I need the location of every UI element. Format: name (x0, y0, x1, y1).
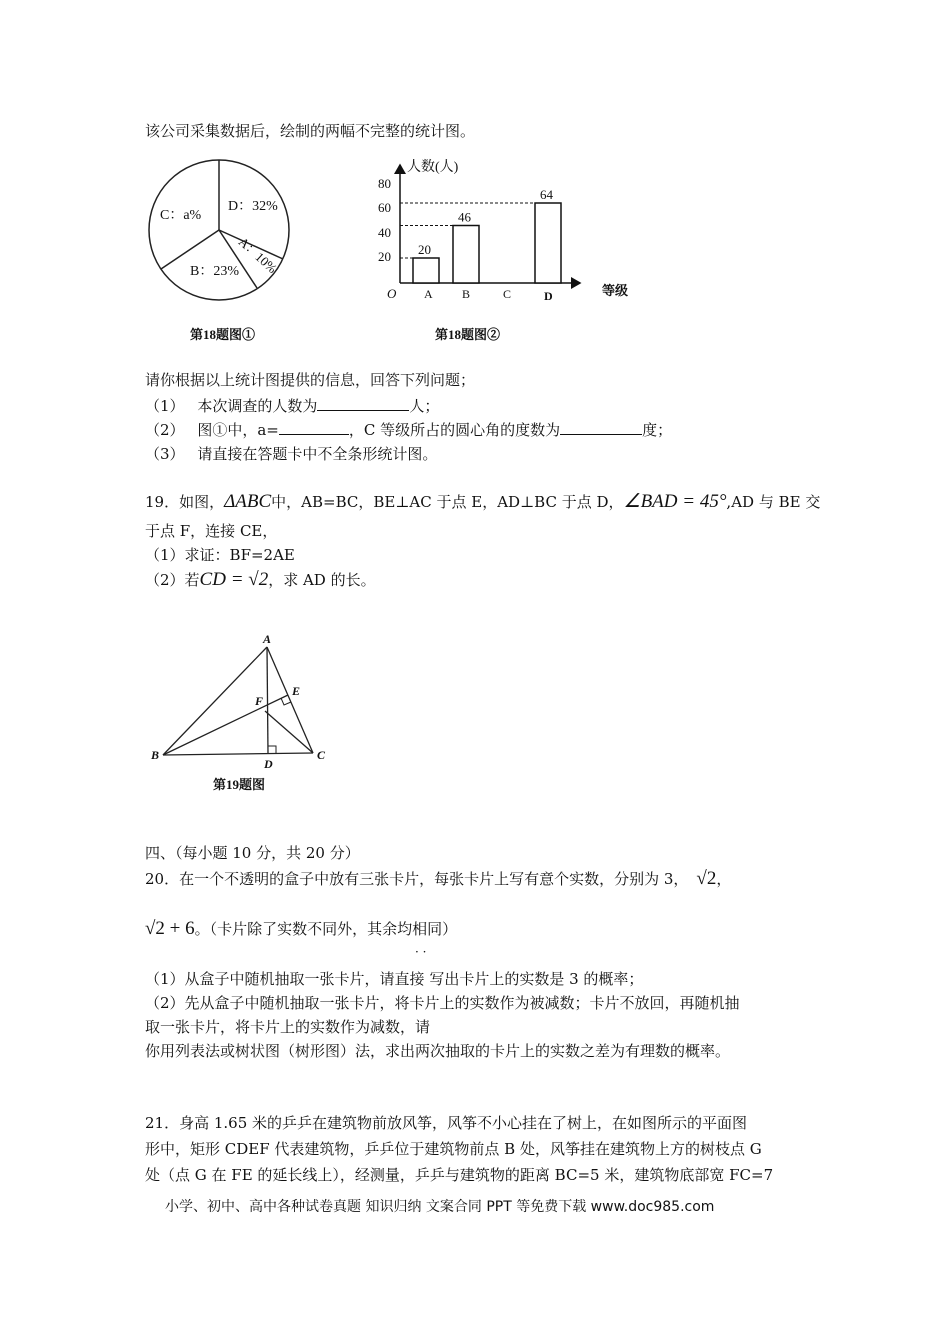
bar-chart (365, 150, 650, 350)
q19-head: 19．如图， (145, 493, 225, 511)
q20-part2-b: 取一张卡片，将卡片上的实数作为减数，请 (145, 1018, 431, 1036)
point-b-label: B (151, 748, 160, 762)
x-axis-label: 等级 (602, 283, 629, 298)
q19-p2-a: （2）若 (145, 571, 200, 589)
q21-line3: 处（点 G 在 FE 的延长线上），经测量，乒乒与建筑物的距离 BC=5 米，建筑物底部宽 FC=7 (145, 1166, 774, 1184)
q19-part2 (145, 569, 376, 591)
q20-part2-a: （2）先从盒子中随机抽取一张卡片，将卡片上的实数作为被减数；卡片不放回，再随机抽 (145, 994, 740, 1012)
bar-a (413, 258, 439, 283)
y-tick-40: 40 (378, 225, 391, 240)
q19-cond2: ,AD 与 BE 交 (726, 493, 821, 511)
point-c-label: C (317, 748, 326, 762)
footer-banner: 小学、初中、高中各种试卷真题 知识归纳 文案合同 PPT 等免费下载 www.doc985.com (165, 1199, 715, 1215)
point-f-label: F (255, 694, 264, 708)
q18-part1 (145, 395, 439, 416)
origin-label: O (387, 286, 397, 301)
q19-line1 (145, 490, 820, 513)
q18-blank-2[interactable] (279, 420, 349, 435)
triangle-figure (145, 625, 345, 800)
q18-part2 (145, 419, 672, 440)
q18-part3 (145, 443, 437, 464)
q20-part2-c: 你用列表法或树状图（树形图）法，求出两次抽取的卡片上的实数之差为有理数的概率。 (145, 1042, 731, 1060)
q20-line1 (145, 868, 731, 890)
q18-p2-text-b: ，C 等级所占的圆心角的度数为 (348, 421, 561, 439)
q20-comma: ， (716, 870, 732, 888)
q18-prompt: 请你根据以上统计图提供的信息，回答下列问题； (145, 371, 476, 389)
segment-ac (267, 647, 313, 753)
x-tick-d: D (544, 289, 553, 303)
bar-value-d: 64 (540, 187, 553, 202)
q18-p1-num: （1） (145, 397, 185, 415)
y-tick-60: 60 (378, 200, 391, 215)
q18-p1-text: 本次调查的人数为 (197, 397, 318, 415)
q18-p2-num: （2） (145, 421, 185, 439)
q21-line1: 21．身高 1.65 米的乒乒在建筑物前放风筝，风筝不小心挂在了树上，在如图所示的平面图 (145, 1114, 748, 1132)
x-tick-b: B (462, 287, 471, 301)
q19-line2: 于点 F，连接 CE， (145, 522, 278, 540)
bar-caption: 第18题图② (435, 327, 501, 342)
q18-p2-text-a: 图①中，a= (197, 421, 279, 439)
right-angle-d (268, 746, 276, 754)
pie-label-c: C：a% (160, 208, 202, 223)
q20-line2 (145, 918, 457, 940)
pie-label-d: D：32% (228, 199, 278, 214)
q19-triangle: ΔABC (224, 491, 272, 512)
q20-card3: √2 + 6 (145, 918, 195, 939)
section-4-heading: 四、（每小题 10 分，共 20 分） (145, 844, 360, 862)
segment-ce (265, 711, 313, 753)
q19-angle: ∠BAD = 45° (623, 491, 727, 512)
point-d-label: D (264, 757, 273, 771)
emphasis-dots: · · (415, 945, 427, 959)
intro-text: 该公司采集数据后，绘制的两幅不完整的统计图。 (145, 122, 476, 140)
q19-p2-b: ，求 AD 的长。 (268, 571, 376, 589)
q18-p2-unit: 度； (642, 421, 673, 439)
q20-sqrt2: √2 (696, 868, 717, 889)
x-tick-a: A (424, 287, 433, 301)
q18-p3-text: 请直接在答题卡中不全条形统计图。 (197, 445, 438, 463)
q19-p2-math: CD = √2 (199, 569, 269, 590)
q18-blank-1[interactable] (317, 396, 409, 411)
q20-part1: （1）从盒子中随机抽取一张卡片，请直接 写出卡片上的实数是 3 的概率； (145, 970, 644, 988)
bar-value-b: 46 (458, 209, 471, 225)
bar-value-a: 20 (418, 242, 431, 257)
q19-cond1: 中，AB=BC，BE⊥AC 于点 E，AD⊥BC 于点 D， (271, 493, 624, 511)
x-tick-c: C (503, 287, 512, 301)
q19-part1: （1）求证：BF=2AE (145, 546, 295, 564)
q18-p3-num: （3） (145, 445, 185, 463)
pie-caption: 第18题图① (190, 327, 256, 342)
q20-line1-text: 20．在一个不透明的盒子中放有三张卡片，每张卡片上写有意个实数，分别为 3， (145, 870, 689, 888)
pie-label-a: A：10% (235, 234, 281, 277)
segment-ab (163, 647, 267, 755)
q18-p1-unit: 人； (409, 397, 440, 415)
q18-blank-3[interactable] (560, 420, 642, 435)
y-tick-20: 20 (378, 249, 391, 264)
y-axis-label: 人数(人) (407, 160, 459, 175)
pie-label-b: B：23% (190, 264, 239, 279)
point-a-label: A (263, 632, 272, 646)
triangle-caption: 第19题图 (213, 777, 266, 792)
segment-bc (163, 753, 313, 755)
y-tick-80: 80 (378, 176, 391, 191)
q20-line2-text: 。（卡片除了实数不同外，其余均相同） (194, 920, 458, 938)
point-e-label: E (292, 684, 301, 698)
q21-line2: 形中，矩形 CDEF 代表建筑物，乒乒位于建筑物前点 B 处，风筝挂在建筑物上方的树枝点 G (145, 1140, 762, 1158)
bar-d (535, 203, 561, 283)
pie-chart (140, 150, 310, 350)
segment-ad (267, 647, 268, 754)
bar-b (453, 226, 479, 284)
